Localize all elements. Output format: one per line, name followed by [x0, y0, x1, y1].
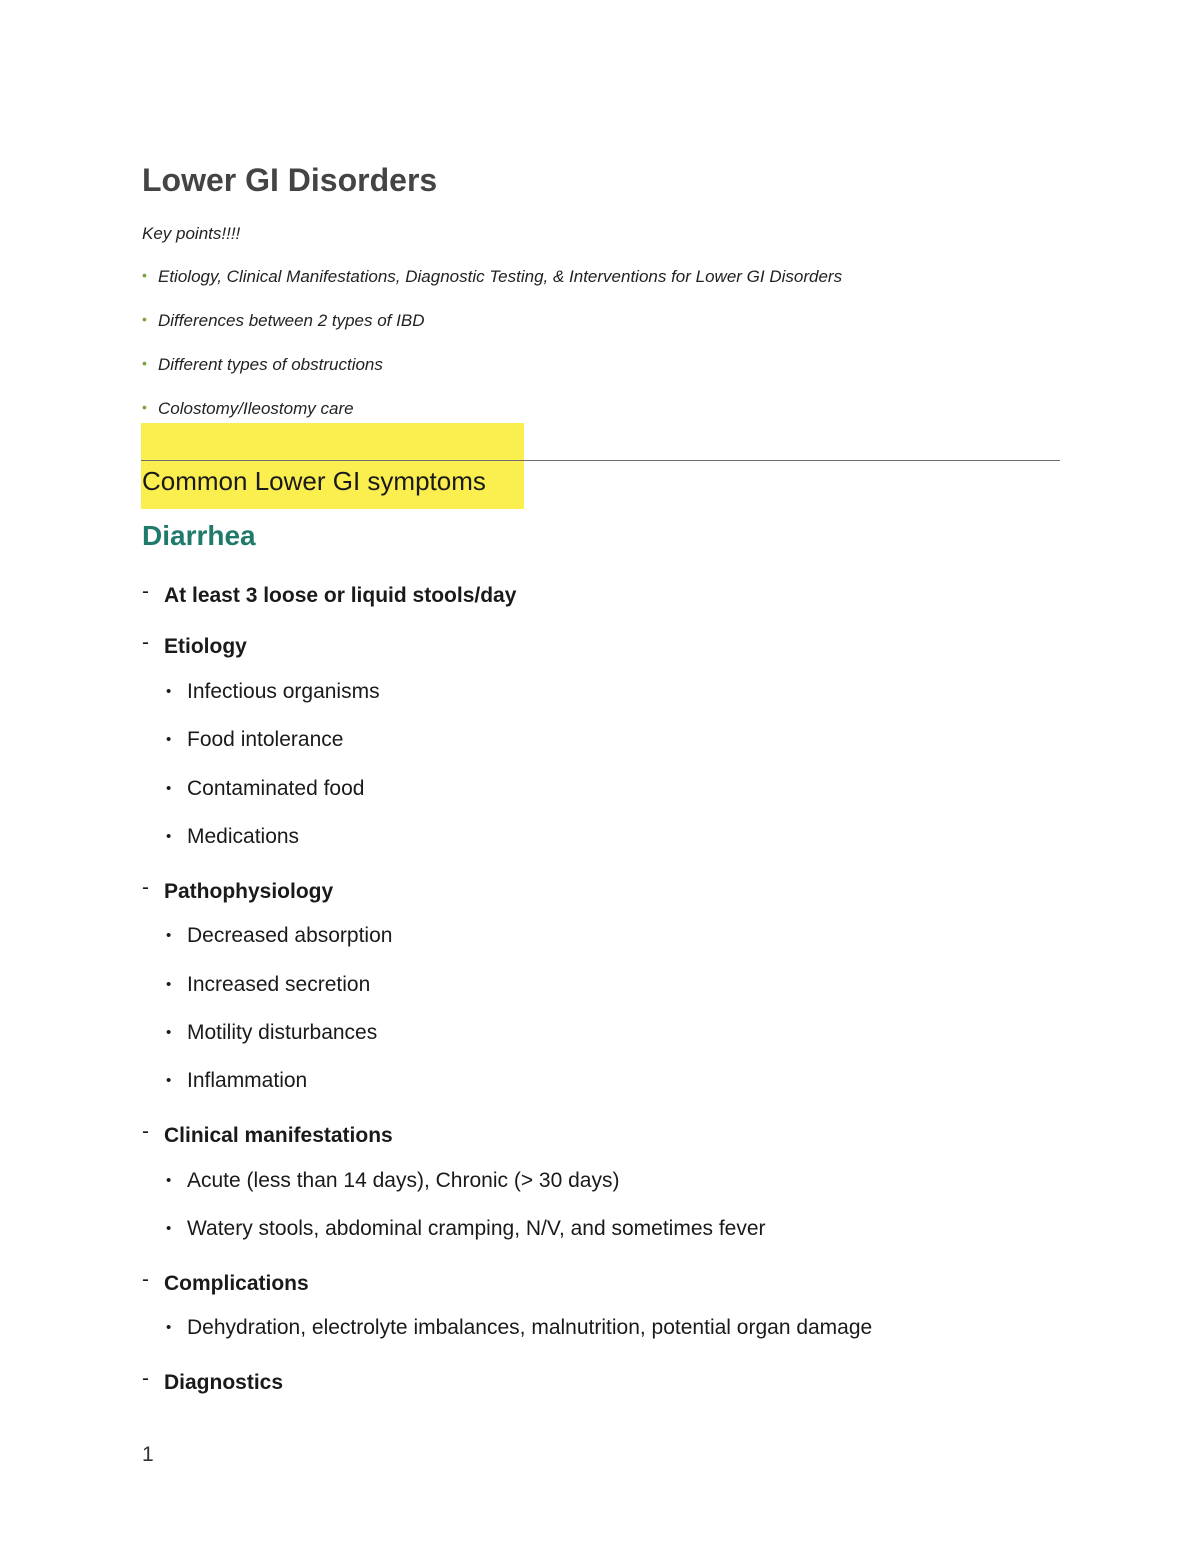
outline-subitem [166, 777, 364, 801]
outline-subitem-text: Contaminated food [187, 777, 365, 800]
outline-item-label: Diagnostics [164, 1371, 284, 1394]
bullet-icon: • [142, 311, 147, 327]
outline-subitem-text: Decreased absorption [187, 924, 393, 947]
outline-item [142, 631, 247, 659]
key-point-text: Etiology, Clinical Manifestations, Diagnostic Testing, & Interventions for Lower GI Disorders [158, 267, 843, 286]
outline-item-label: Clinical manifestations [164, 1124, 393, 1147]
outline-subitem [166, 1217, 766, 1241]
outline-subitem [166, 825, 299, 849]
outline-subitem-text: Dehydration, electrolyte imbalances, malnutrition, potential organ damage [187, 1316, 873, 1339]
dash-icon: - [142, 631, 149, 654]
outline-subitem [166, 680, 380, 704]
outline-item [142, 1268, 309, 1296]
dash-icon: - [142, 1367, 149, 1390]
key-point-item [142, 355, 383, 375]
document-title: Lower GI Disorders [142, 162, 438, 198]
outline-item [142, 876, 333, 904]
outline-subitem [166, 1069, 307, 1093]
outline-item [142, 1367, 283, 1395]
outline-item [142, 580, 516, 608]
bullet-icon: • [166, 780, 172, 797]
bullet-icon: • [166, 1172, 172, 1189]
outline-subitem-text: Food intolerance [187, 728, 344, 751]
key-points-label: Key points!!!! [142, 224, 241, 243]
section-heading: Common Lower GI symptoms [142, 466, 486, 496]
key-point-text: Differences between 2 types of IBD [158, 311, 425, 330]
outline-item [142, 1120, 393, 1148]
outline-subitem-text: Acute (less than 14 days), Chronic (> 30 days) [187, 1169, 620, 1192]
outline-subitem [166, 1316, 872, 1340]
outline-item-label: Complications [164, 1272, 309, 1295]
bullet-icon: • [166, 683, 172, 700]
horizontal-rule [141, 460, 1060, 461]
page-number: 1 [142, 1443, 154, 1466]
outline-subitem [166, 728, 343, 752]
bullet-icon: • [142, 399, 147, 415]
bullet-icon: • [166, 1072, 172, 1089]
outline-item-label: Pathophysiology [164, 880, 334, 903]
bullet-icon: • [166, 976, 172, 993]
outline-subitem-text: Watery stools, abdominal cramping, N/V, and sometimes fever [187, 1217, 766, 1240]
dash-icon: - [142, 876, 149, 899]
bullet-icon: • [166, 927, 172, 944]
sub-heading: Diarrhea [142, 520, 256, 551]
bullet-icon: • [166, 1220, 172, 1237]
outline-subitem [166, 973, 370, 997]
outline-subitem-text: Infectious organisms [187, 680, 380, 703]
bullet-icon: • [142, 355, 147, 371]
dash-icon: - [142, 1120, 149, 1143]
key-point-text: Different types of obstructions [158, 355, 383, 374]
outline-subitem [166, 1169, 619, 1193]
bullet-icon: • [166, 731, 172, 748]
key-point-text: Colostomy/Ileostomy care [158, 399, 354, 418]
outline-item-label: At least 3 loose or liquid stools/day [164, 584, 517, 607]
outline-subitem-text: Increased secretion [187, 973, 371, 996]
outline-item-label: Etiology [164, 635, 247, 658]
outline-subitem [166, 1021, 377, 1045]
outline-subitem-text: Inflammation [187, 1069, 308, 1092]
outline-subitem-text: Medications [187, 825, 300, 848]
bullet-icon: • [166, 1024, 172, 1041]
key-point-item [142, 311, 424, 331]
bullet-icon: • [166, 1319, 172, 1336]
dash-icon: - [142, 580, 149, 603]
outline-subitem [166, 924, 392, 948]
outline-subitem-text: Motility disturbances [187, 1021, 378, 1044]
key-point-item [142, 267, 842, 287]
bullet-icon: • [142, 267, 147, 283]
key-point-item [142, 399, 354, 419]
dash-icon: - [142, 1268, 149, 1291]
bullet-icon: • [166, 828, 172, 845]
